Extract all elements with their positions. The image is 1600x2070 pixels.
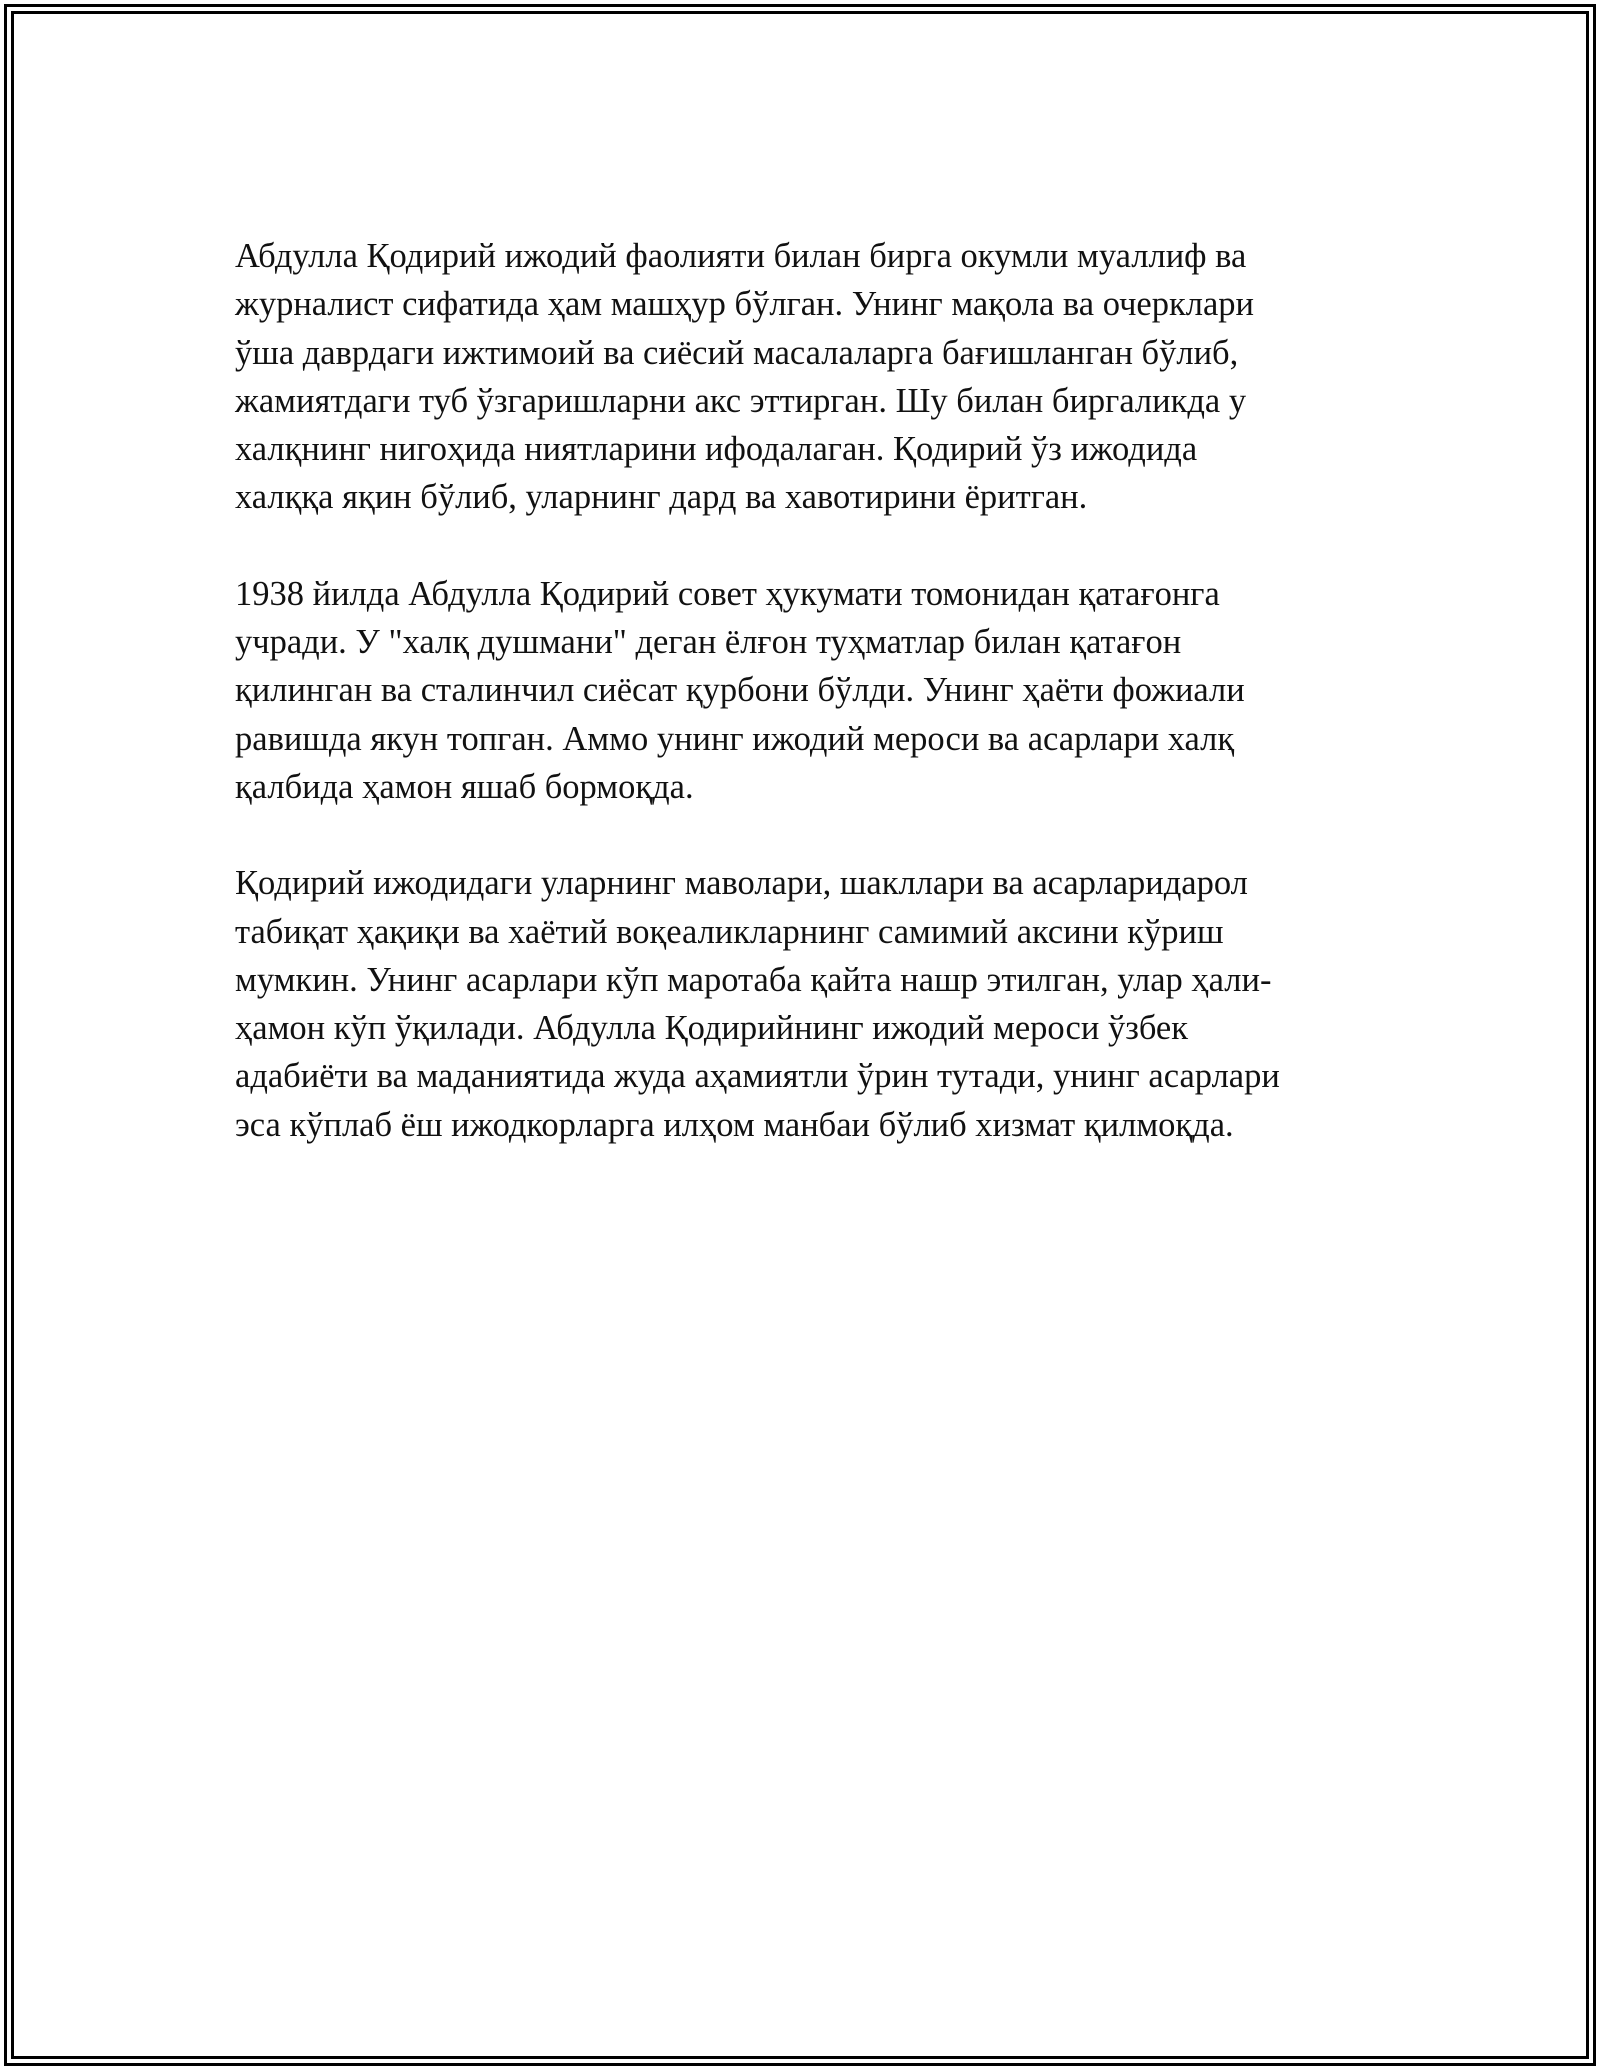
text-line: халқнинг нигоҳида ниятларини ифодалаган. Қодирий ўз ижодида bbox=[235, 430, 1198, 469]
text-line: журналист сифатида ҳам машҳур бўлган. Унинг мақола ва очерклари bbox=[235, 285, 1254, 324]
text-line: табиқат ҳақиқи ва хаётий воқеаликларнинг самимий аксини кўриш bbox=[235, 912, 1224, 951]
text-line: қалбида ҳамон яшаб бормоқда. bbox=[235, 767, 694, 806]
text-line: учради. У "халқ душмани" деган ёлғон туҳматлар билан қатағон bbox=[235, 623, 1182, 662]
text-line: эса кўплаб ёш ижодкорларга илҳом манбаи бўлиб хизмат қилмоқда. bbox=[235, 1105, 1234, 1144]
text-line: мумкин. Унинг асарлари кўп маротаба қайта нашр этилган, улар ҳали- bbox=[235, 960, 1272, 999]
text-line: ўша даврдаги ижтимоий ва сиёсий масалаларга бағишланган бўлиб, bbox=[235, 333, 1239, 372]
text-line: ҳамон кўп ўқилади. Абдулла Қодирийнинг ижодий мероси ўзбек bbox=[235, 1009, 1188, 1048]
text-line: равишда якун топган. Аммо унинг ижодий мероси ва асарлари халқ bbox=[235, 719, 1235, 758]
paragraph-3 bbox=[235, 859, 1385, 1149]
text-line: Қодирий ижодидаги уларнинг маволари, шакллари ва асарларидарол bbox=[235, 864, 1248, 903]
paragraph-2 bbox=[235, 570, 1385, 811]
text-line: Абдулла Қодирий ижодий фаолияти билан бирга окумли муаллиф ва bbox=[235, 237, 1247, 275]
text-line: жамиятдаги туб ўзгаришларни акс эттирган. Шу билан биргаликда у bbox=[235, 381, 1247, 420]
text-line: қилинган ва сталинчил сиёсат қурбони бўлди. Унинг ҳаёти фожиали bbox=[235, 671, 1245, 710]
text-line: адабиёти ва маданиятида жуда аҳамиятли ўрин тутади, унинг асарлари bbox=[235, 1057, 1280, 1096]
text-line: халққа яқин бўлиб, уларнинг дард ва хавотирини ёритган. bbox=[235, 478, 1088, 517]
paragraph-1 bbox=[235, 232, 1385, 522]
text-line: 1938 йилда Абдулла Қодирий совет ҳукумати томонидан қатағонга bbox=[235, 574, 1220, 613]
document-body bbox=[235, 232, 1385, 1197]
